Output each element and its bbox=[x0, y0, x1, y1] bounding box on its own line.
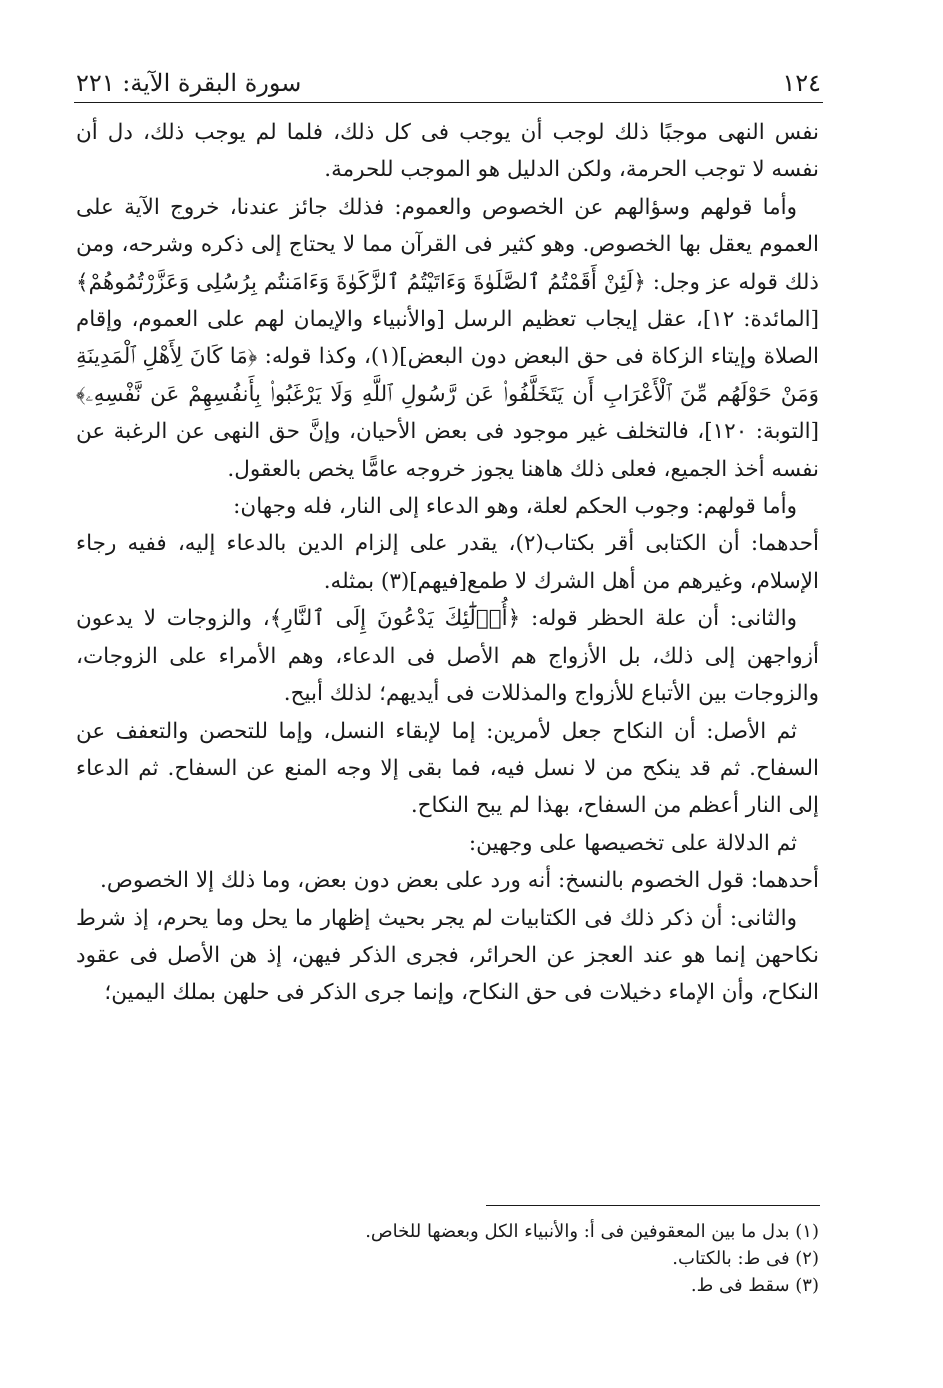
paragraph: وأما قولهم وسؤالهم عن الخصوص والعموم: فذلك جائز عندنا، خروج الآية على العموم يعقل بها الخصوص. وهو كثير فى القرآن مما لا يحتاج إلى ذكره وشرحه، ومن ذلك قوله عز وجل: ﴿لَئِنْ أَقَمْتُمُ ٱلصَّلَوٰةَ وَءَاتَيْتُمُ ٱلزَّكَوٰةَ وَءَامَنتُم بِرُسُلِى وَعَزَّرْتُمُوهُمْ﴾ [المائدة: ١٢]، عقل إيجاب تعظيم الرسل [والأنبياء والإيمان لهم على العموم، وإقام الصلاة وإيتاء الزكاة فى حق البعض دون البعض](١)، وكذا قوله: ﴿مَا كَانَ لِأَهْلِ ٱلْمَدِينَةِ وَمَنْ حَوْلَهُم مِّنَ ٱلْأَعْرَابِ أَن يَتَخَلَّفُوا۟ عَن رَّسُولِ ٱللَّهِ وَلَا يَرْغَبُوا۟ بِأَنفُسِهِمْ عَن نَّفْسِهِۦ﴾ [التوبة: ١٢٠]، فالتخلف غير موجود فى بعض الأحيان، وإنَّ حق النهى عن الرغبة عن نفسه أخذ الجميع، فعلى ذلك هاهنا يجوز خروجه عامًّا يخص بالعقول. bbox=[76, 194, 819, 482]
running-title: سورة البقرة الآية: ٢٢١ bbox=[76, 69, 302, 97]
paragraph: والثانى: أن ذكر ذلك فى الكتابيات لم يجر بحيث إظهار ما يحل وما يحرم، إذ شرط نكاحهن إنما هو عند العجز عن الحرائر، فجرى الذكر فيهن، إذ هن الأصل فى عقود النكاح، وأن الإماء دخيلات فى حق النكاح، وإنما جرى الذكر فى حلهن بملك اليمين؛ bbox=[76, 905, 819, 1006]
paragraph: ثم الدلالة على تخصيصها على وجهين: bbox=[468, 830, 797, 856]
footnote-2: (٢) فى ط: بالكتاب. bbox=[672, 1248, 819, 1269]
paragraph-continuation: نفس النهى موجبًا ذلك لوجب أن يوجب فى كل ذلك، فلما لم يوجب ذلك، دل أن نفسه لا توجب الحرمة، ولكن الدليل هو الموجب للحرمة. bbox=[76, 120, 819, 183]
page-number: ١٢٤ bbox=[782, 69, 821, 97]
paragraph: أحدهما: أن الكتابى أقر بكتاب(٢)، يقدر على إلزام الدين بالدعاء إليه، ففيه رجاء الإسلام، وغيرهم من أهل الشرك لا طمع[فيهم](٣) بمثله. bbox=[76, 531, 819, 594]
footnotes bbox=[120, 1218, 819, 1299]
header-divider bbox=[74, 102, 823, 103]
paragraph: أحدهما: قول الخصوم بالنسخ: أنه ورد على بعض دون بعض، وما ذلك إلا الخصوص. bbox=[100, 868, 819, 894]
footnote-divider bbox=[486, 1205, 820, 1206]
footnote-1: (١) بدل ما بين المعقوفين فى أ: والأنبياء الكل وبعضها للخاص. bbox=[365, 1221, 819, 1242]
footnote-3: (٣) سقط فى ط. bbox=[690, 1275, 819, 1296]
paragraph: وأما قولهم: وجوب الحكم لعلة، وهو الدعاء إلى النار، فله وجهان: bbox=[233, 494, 797, 520]
main-text bbox=[76, 114, 819, 1012]
paragraph: والثانى: أن علة الحظر قوله: ﴿أُو۟لَٰٓئِكَ يَدْعُونَ إِلَى ٱلنَّارِ﴾، والزوجات لا يدعون أزواجهن إلى ذلك، بل الأزواج هم الأصل فى الدعاء، وهم الأمراء على الزوجات، والزوجات بين الأتباع للأزواج والمذللات فى أيديهم؛ لذلك أبيح. bbox=[76, 606, 819, 707]
paragraph: ثم الأصل: أن النكاح جعل لأمرين: إما لإبقاء النسل، وإما للتحصن والتعفف عن السفاح. ثم قد ينكح من لا نسل فيه، فما بقى إلا وجه المنع عن السفاح. ثم الدعاء إلى النار أعظم من السفاح، بهذا لم يبح النكاح. bbox=[76, 718, 819, 819]
page-header bbox=[76, 56, 821, 98]
